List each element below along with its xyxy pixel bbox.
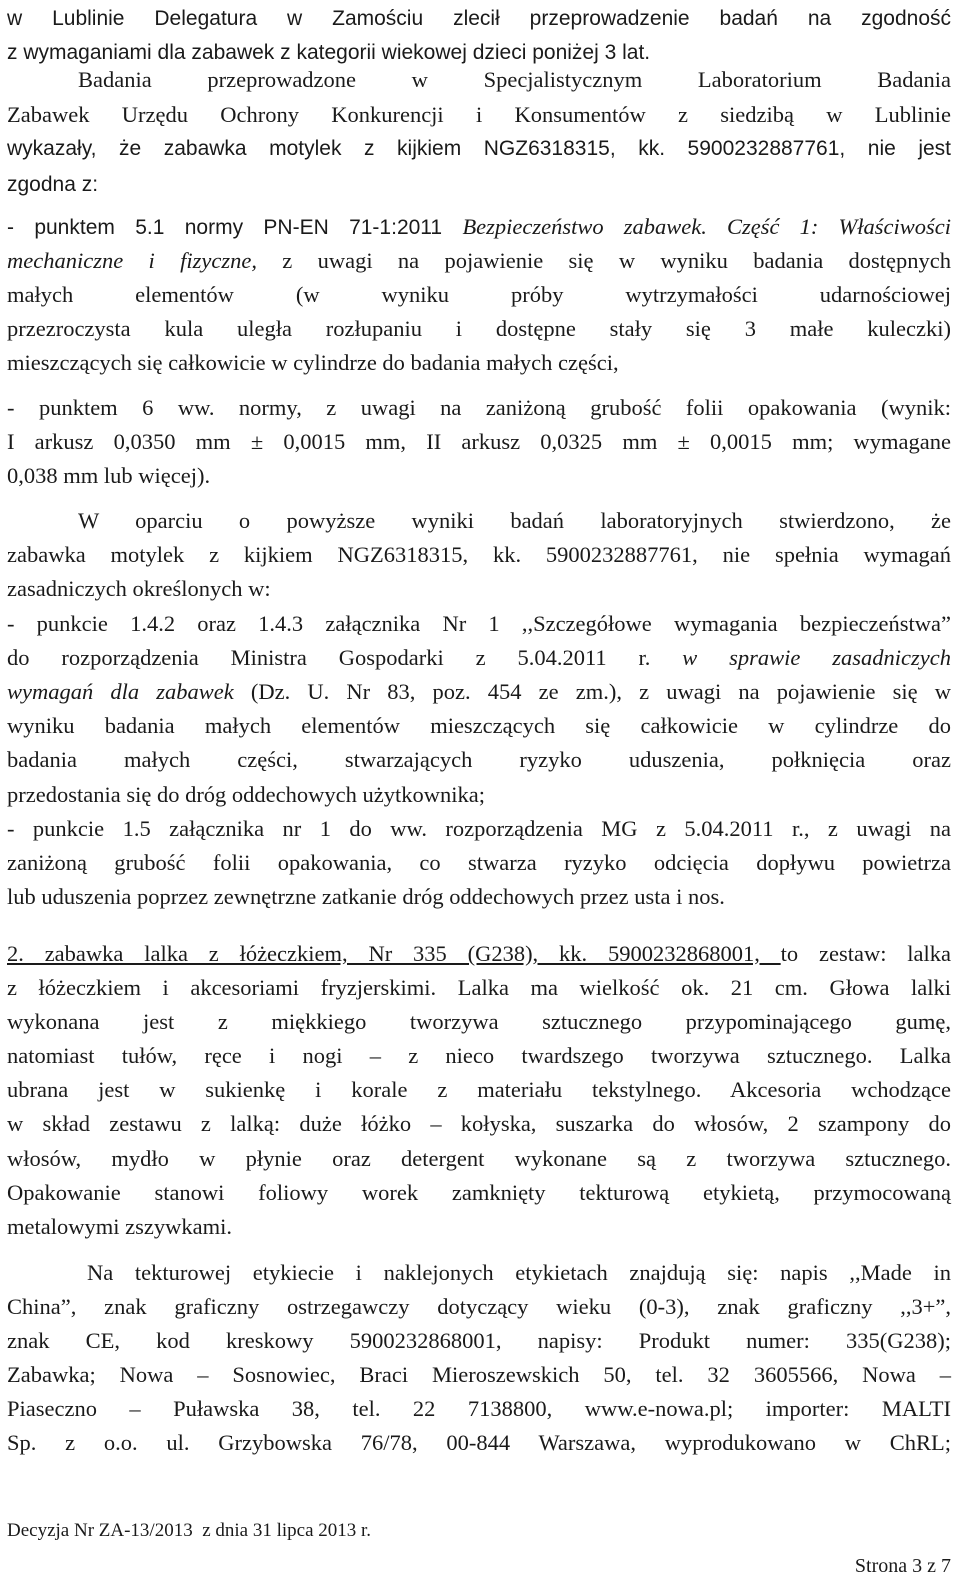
text-line: - punkcie 1.4.2 oraz 1.4.3 załącznika Nr 1 ,,Szczegółowe wymagania bezpieczeństwa” <box>7 611 951 636</box>
text-line: ubrana jest w sukienkę i korale z materiału tekstylnego. Akcesoria wchodzące <box>7 1077 951 1102</box>
text-line: W oparciu o powyższe wyniki badań laboratoryjnych stwierdzono, że <box>78 508 951 533</box>
text-line: 0,038 mm lub więcej). <box>7 463 211 488</box>
text-line: zasadniczych określonych w: <box>7 576 271 601</box>
text-line: - punkcie 1.5 załącznika nr 1 do ww. rozporządzenia MG z 5.04.2011 r., z uwagi na <box>7 816 951 841</box>
text-line: przedostania się do dróg oddechowych użytkownika; <box>7 782 485 807</box>
product-heading: 2. zabawka lalka z łóżeczkiem, Nr 335 (G238), kk. 5900232868001, <box>7 941 781 966</box>
text-line: znak CE, kod kreskowy 5900232868001, napisy: Produkt numer: 335(G238); <box>7 1328 951 1353</box>
regulation-title: w sprawie zasadniczych <box>682 645 951 670</box>
text-line: Zabawek Urzędu Ochrony Konkurencji i Konsumentów z siedzibą w Lublinie <box>7 102 951 127</box>
standard-title: mechaniczne i fizyczne, <box>7 248 257 273</box>
text-line: zgodna z: <box>7 173 99 196</box>
text-line: metalowymi zszywkami. <box>7 1214 232 1239</box>
text-line: w skład zestawu z lalką: duże łóżko – kołyska, suszarka do włosów, 2 szampony do <box>7 1111 951 1136</box>
text-span: - punktem 5.1 normy PN-EN 71-1:2011 <box>7 216 463 239</box>
text-line: w Lublinie Delegatura w Zamościu zlecił przeprowadzenie badań na zgodność <box>7 7 951 30</box>
text-line: badania małych części, stwarzających ryzyko uduszenia, połknięcia oraz <box>7 747 951 772</box>
text-line: z wymaganiami dla zabawek z kategorii wiekowej dzieci poniżej 3 lat. <box>7 41 651 64</box>
text-line: lub uduszenia poprzez zewnętrzne zatkanie dróg oddechowych przez usta i nos. <box>7 884 725 909</box>
text-line: - punktem 6 ww. normy, z uwagi na zaniżoną grubość folii opakowania (wynik: <box>7 395 951 420</box>
text-line: China”, znak graficzny ostrzegawczy dotyczący wieku (0-3), znak graficzny ,,3+”, <box>7 1294 951 1319</box>
text-line: wykazały, że zabawka motylek z kijkiem NGZ6318315, kk. 5900232887761, nie jest <box>7 137 951 160</box>
standard-title: Bezpieczeństwo zabawek. Część 1: Właściwości <box>462 214 951 239</box>
footer-decision: Decyzja Nr ZA-13/2013 z dnia 31 lipca 2013 r. <box>7 1520 372 1541</box>
text-line: Sp. z o.o. ul. Grzybowska 76/78, 00-844 Warszawa, wyprodukowano w ChRL; <box>7 1430 951 1455</box>
text-line: zabawka motylek z kijkiem NGZ6318315, kk. 5900232887761, nie spełnia wymagań <box>7 542 951 567</box>
text-line: Zabawka; Nowa – Sosnowiec, Braci Mieroszewskich 50, tel. 32 3605566, Nowa – <box>7 1362 951 1387</box>
text-line: Na tekturowej etykiecie i naklejonych etykietach znajdują się: napis ,,Made in <box>87 1260 951 1285</box>
text-line: natomiast tułów, ręce i nogi – z nieco twardszego tworzywa sztucznego. Lalka <box>7 1043 951 1068</box>
text-span: (Dz. U. Nr 83, poz. 454 ze zm.), z uwagi na pojawienie się w <box>233 679 952 704</box>
page-number: Strona 3 z 7 <box>854 1555 951 1577</box>
text-line: Piaseczno – Puławska 38, tel. 22 7138800, www.e-nowa.pl; importer: MALTI <box>7 1396 951 1421</box>
text-line: wyniku badania małych elementów mieszczących się całkowicie w cylindrze do <box>7 713 951 738</box>
regulation-title: wymagań dla zabawek <box>7 679 234 704</box>
text-line: zaniżoną grubość folii opakowania, co stwarza ryzyko odcięcia dopływu powietrza <box>7 850 951 875</box>
text-span: do rozporządzenia Ministra Gospodarki z 5.04.2011 r. <box>7 645 683 670</box>
text-line: mieszczących się całkowicie w cylindrze do badania małych części, <box>7 350 619 375</box>
text-line: I arkusz 0,0350 mm ± 0,0015 mm, II arkusz 0,0325 mm ± 0,0015 mm; wymagane <box>7 429 951 454</box>
text-span: to zestaw: lalka <box>780 941 951 966</box>
text-line: z łóżeczkiem i akcesoriami fryzjerskimi. Lalka ma wielkość ok. 21 cm. Głowa lalki <box>7 975 951 1000</box>
text-span: z uwagi na pojawienie się w wyniku badania dostępnych <box>256 248 952 273</box>
text-line: Badania przeprowadzone w Specjalistycznym Laboratorium Badania <box>78 67 951 92</box>
text-line: włosów, mydło w płynie oraz detergent wykonane są z tworzywa sztucznego. <box>7 1146 951 1171</box>
text-line: wykonana jest z miękkiego tworzywa sztucznego przypominającego gumę, <box>7 1009 951 1034</box>
text-line: małych elementów (w wyniku próby wytrzymałości udarnościowej <box>7 282 951 307</box>
text-line: Opakowanie stanowi foliowy worek zamknięty tekturową etykietą, przymocowaną <box>7 1180 951 1205</box>
text-line: przezroczysta kula uległa rozłupaniu i dostępne stały się 3 małe kuleczki) <box>7 316 951 341</box>
